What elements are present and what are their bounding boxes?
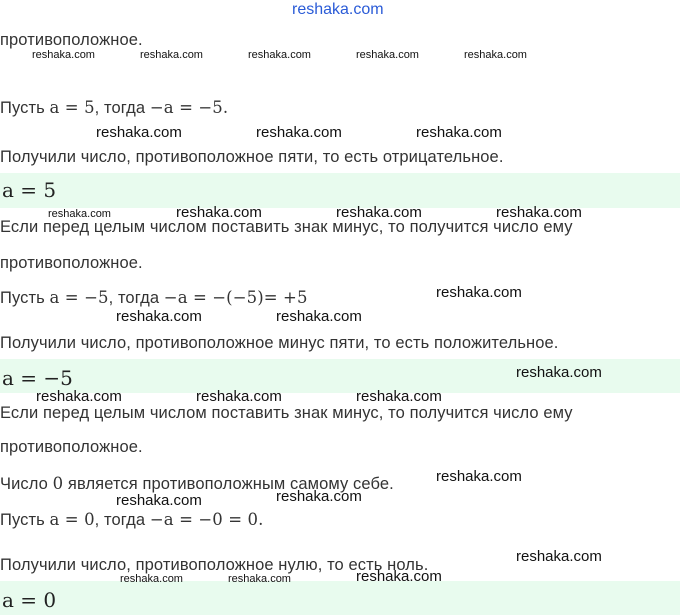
watermark: reshaka.com <box>356 49 419 61</box>
formula-band-3 <box>0 581 680 615</box>
text-line: Пусть a = −5, тогда −a = −(−5)= +5 <box>0 288 308 307</box>
math-expression: −a = −5. <box>149 98 229 117</box>
watermark: reshaka.com <box>96 124 182 141</box>
watermark: reshaka.com <box>228 573 291 585</box>
watermark: reshaka.com <box>140 49 203 61</box>
text-line: противоположное. <box>0 254 143 272</box>
watermark: reshaka.com <box>36 388 122 405</box>
math-expression: 0 <box>52 474 64 493</box>
text-line: Получили число, противоположное минус пяти, то есть положительное. <box>0 334 559 352</box>
watermark: reshaka.com <box>48 208 111 220</box>
text-line: Пусть a = 0, тогда −a = −0 = 0. <box>0 510 264 529</box>
formula-text: a = 5 <box>2 178 57 202</box>
watermark: reshaka.com <box>248 49 311 61</box>
formula-text: a = −5 <box>2 366 73 390</box>
watermark: reshaka.com <box>120 573 183 585</box>
watermark: reshaka.com <box>416 124 502 141</box>
text-line: Если перед целым числом поставить знак минус, то получится число ему <box>0 404 573 422</box>
site-logo[interactable]: reshaka.com <box>292 1 384 18</box>
math-expression: a = 0 <box>49 510 95 529</box>
text-line: Получили число, противоположное нулю, то есть ноль. <box>0 556 429 574</box>
formula-text: a = 0 <box>2 588 57 612</box>
math-expression: −a = −0 = 0. <box>149 510 264 529</box>
watermark: reshaka.com <box>276 488 362 505</box>
watermark: reshaka.com <box>196 388 282 405</box>
watermark: reshaka.com <box>176 204 262 221</box>
text-line: Получили число, противоположное пяти, то есть отрицательное. <box>0 148 504 166</box>
text-line: противоположное. <box>0 31 143 49</box>
watermark: reshaka.com <box>516 364 602 381</box>
watermark: reshaka.com <box>516 548 602 565</box>
math-expression: a = 5 <box>49 98 95 117</box>
text-line: Если перед целым числом поставить знак минус, то получится число ему <box>0 218 573 236</box>
watermark: reshaka.com <box>276 308 362 325</box>
text-line: противоположное. <box>0 438 143 456</box>
watermark: reshaka.com <box>356 388 442 405</box>
watermark: reshaka.com <box>116 308 202 325</box>
text-line: Пусть a = 5, тогда −a = −5. <box>0 98 229 117</box>
formula-band-1 <box>0 173 680 208</box>
watermark: reshaka.com <box>496 204 582 221</box>
watermark: reshaka.com <box>356 568 442 585</box>
watermark: reshaka.com <box>436 284 522 301</box>
watermark: reshaka.com <box>336 204 422 221</box>
math-expression: a = −5 <box>49 288 109 307</box>
watermark: reshaka.com <box>436 468 522 485</box>
watermark: reshaka.com <box>32 49 95 61</box>
watermark: reshaka.com <box>256 124 342 141</box>
text-line: Число 0 является противоположным самому себе. <box>0 474 394 493</box>
math-expression: −a = −(−5)= +5 <box>163 288 308 307</box>
watermark: reshaka.com <box>116 492 202 509</box>
watermark: reshaka.com <box>464 49 527 61</box>
